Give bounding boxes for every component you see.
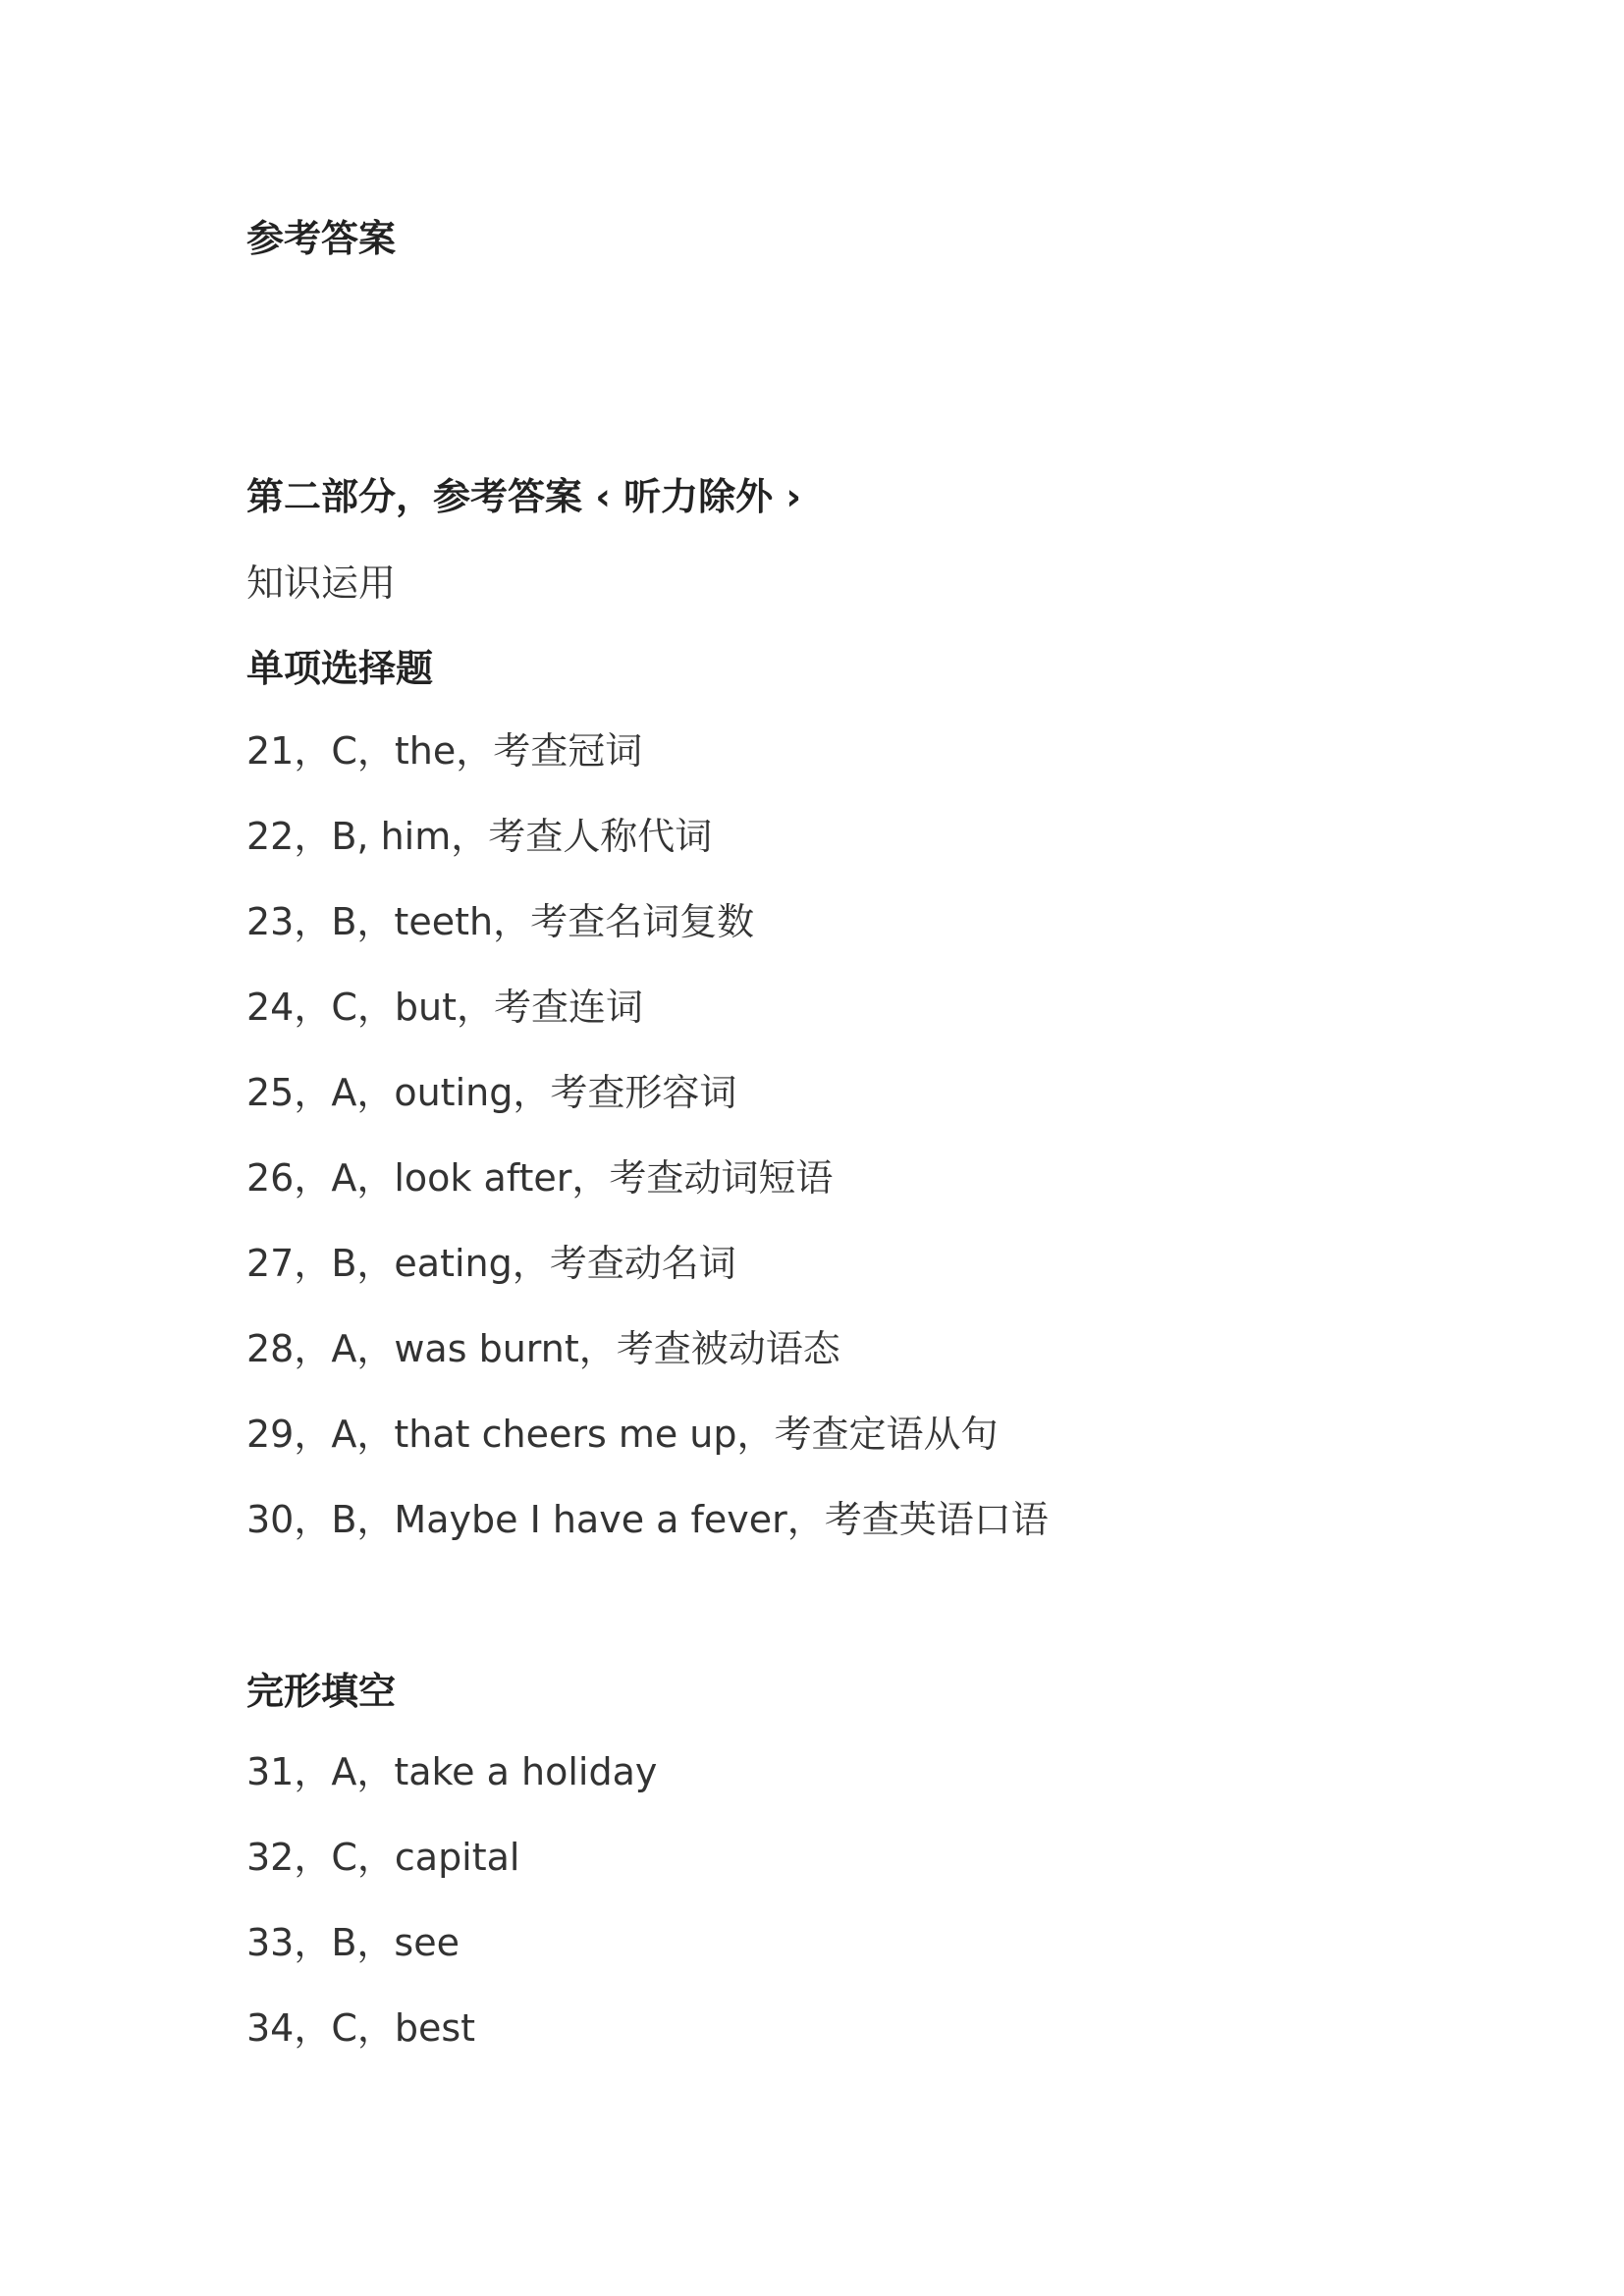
answer-item-28: 28，A，was burnt，考查被动语态: [246, 1327, 840, 1370]
part-heading: 第二部分，参考答案 ‹ 听力除外 ›: [246, 475, 802, 518]
subsection-cloze: 完形填空: [246, 1670, 397, 1713]
answer-item-34: 34，C，best: [246, 2006, 476, 2050]
subsection-single-choice: 单项选择题: [246, 647, 434, 690]
answer-item-23: 23，B，teeth，考查名词复数: [246, 900, 755, 943]
answer-item-31: 31，A，take a holiday: [246, 1750, 658, 1793]
answer-item-30: 30，B，Maybe I have a fever，考查英语口语: [246, 1498, 1049, 1541]
answer-item-24: 24，C，but，考查连词: [246, 986, 643, 1029]
document-title: 参考答案: [246, 217, 397, 260]
section-heading: 知识运用: [246, 561, 397, 605]
answer-item-29: 29，A，that cheers me up，考查定语从句: [246, 1413, 999, 1456]
answer-item-26: 26，A，look after，考查动词短语: [246, 1156, 834, 1200]
answer-item-32: 32，C，capital: [246, 1836, 520, 1879]
answer-item-25: 25，A，outing，考查形容词: [246, 1071, 737, 1114]
answer-item-22: 22，B, him，考查人称代词: [246, 815, 713, 858]
answer-item-33: 33，B，see: [246, 1921, 460, 1964]
answer-item-27: 27，B，eating，考查动名词: [246, 1242, 736, 1285]
answer-item-21: 21，C，the，考查冠词: [246, 729, 643, 773]
